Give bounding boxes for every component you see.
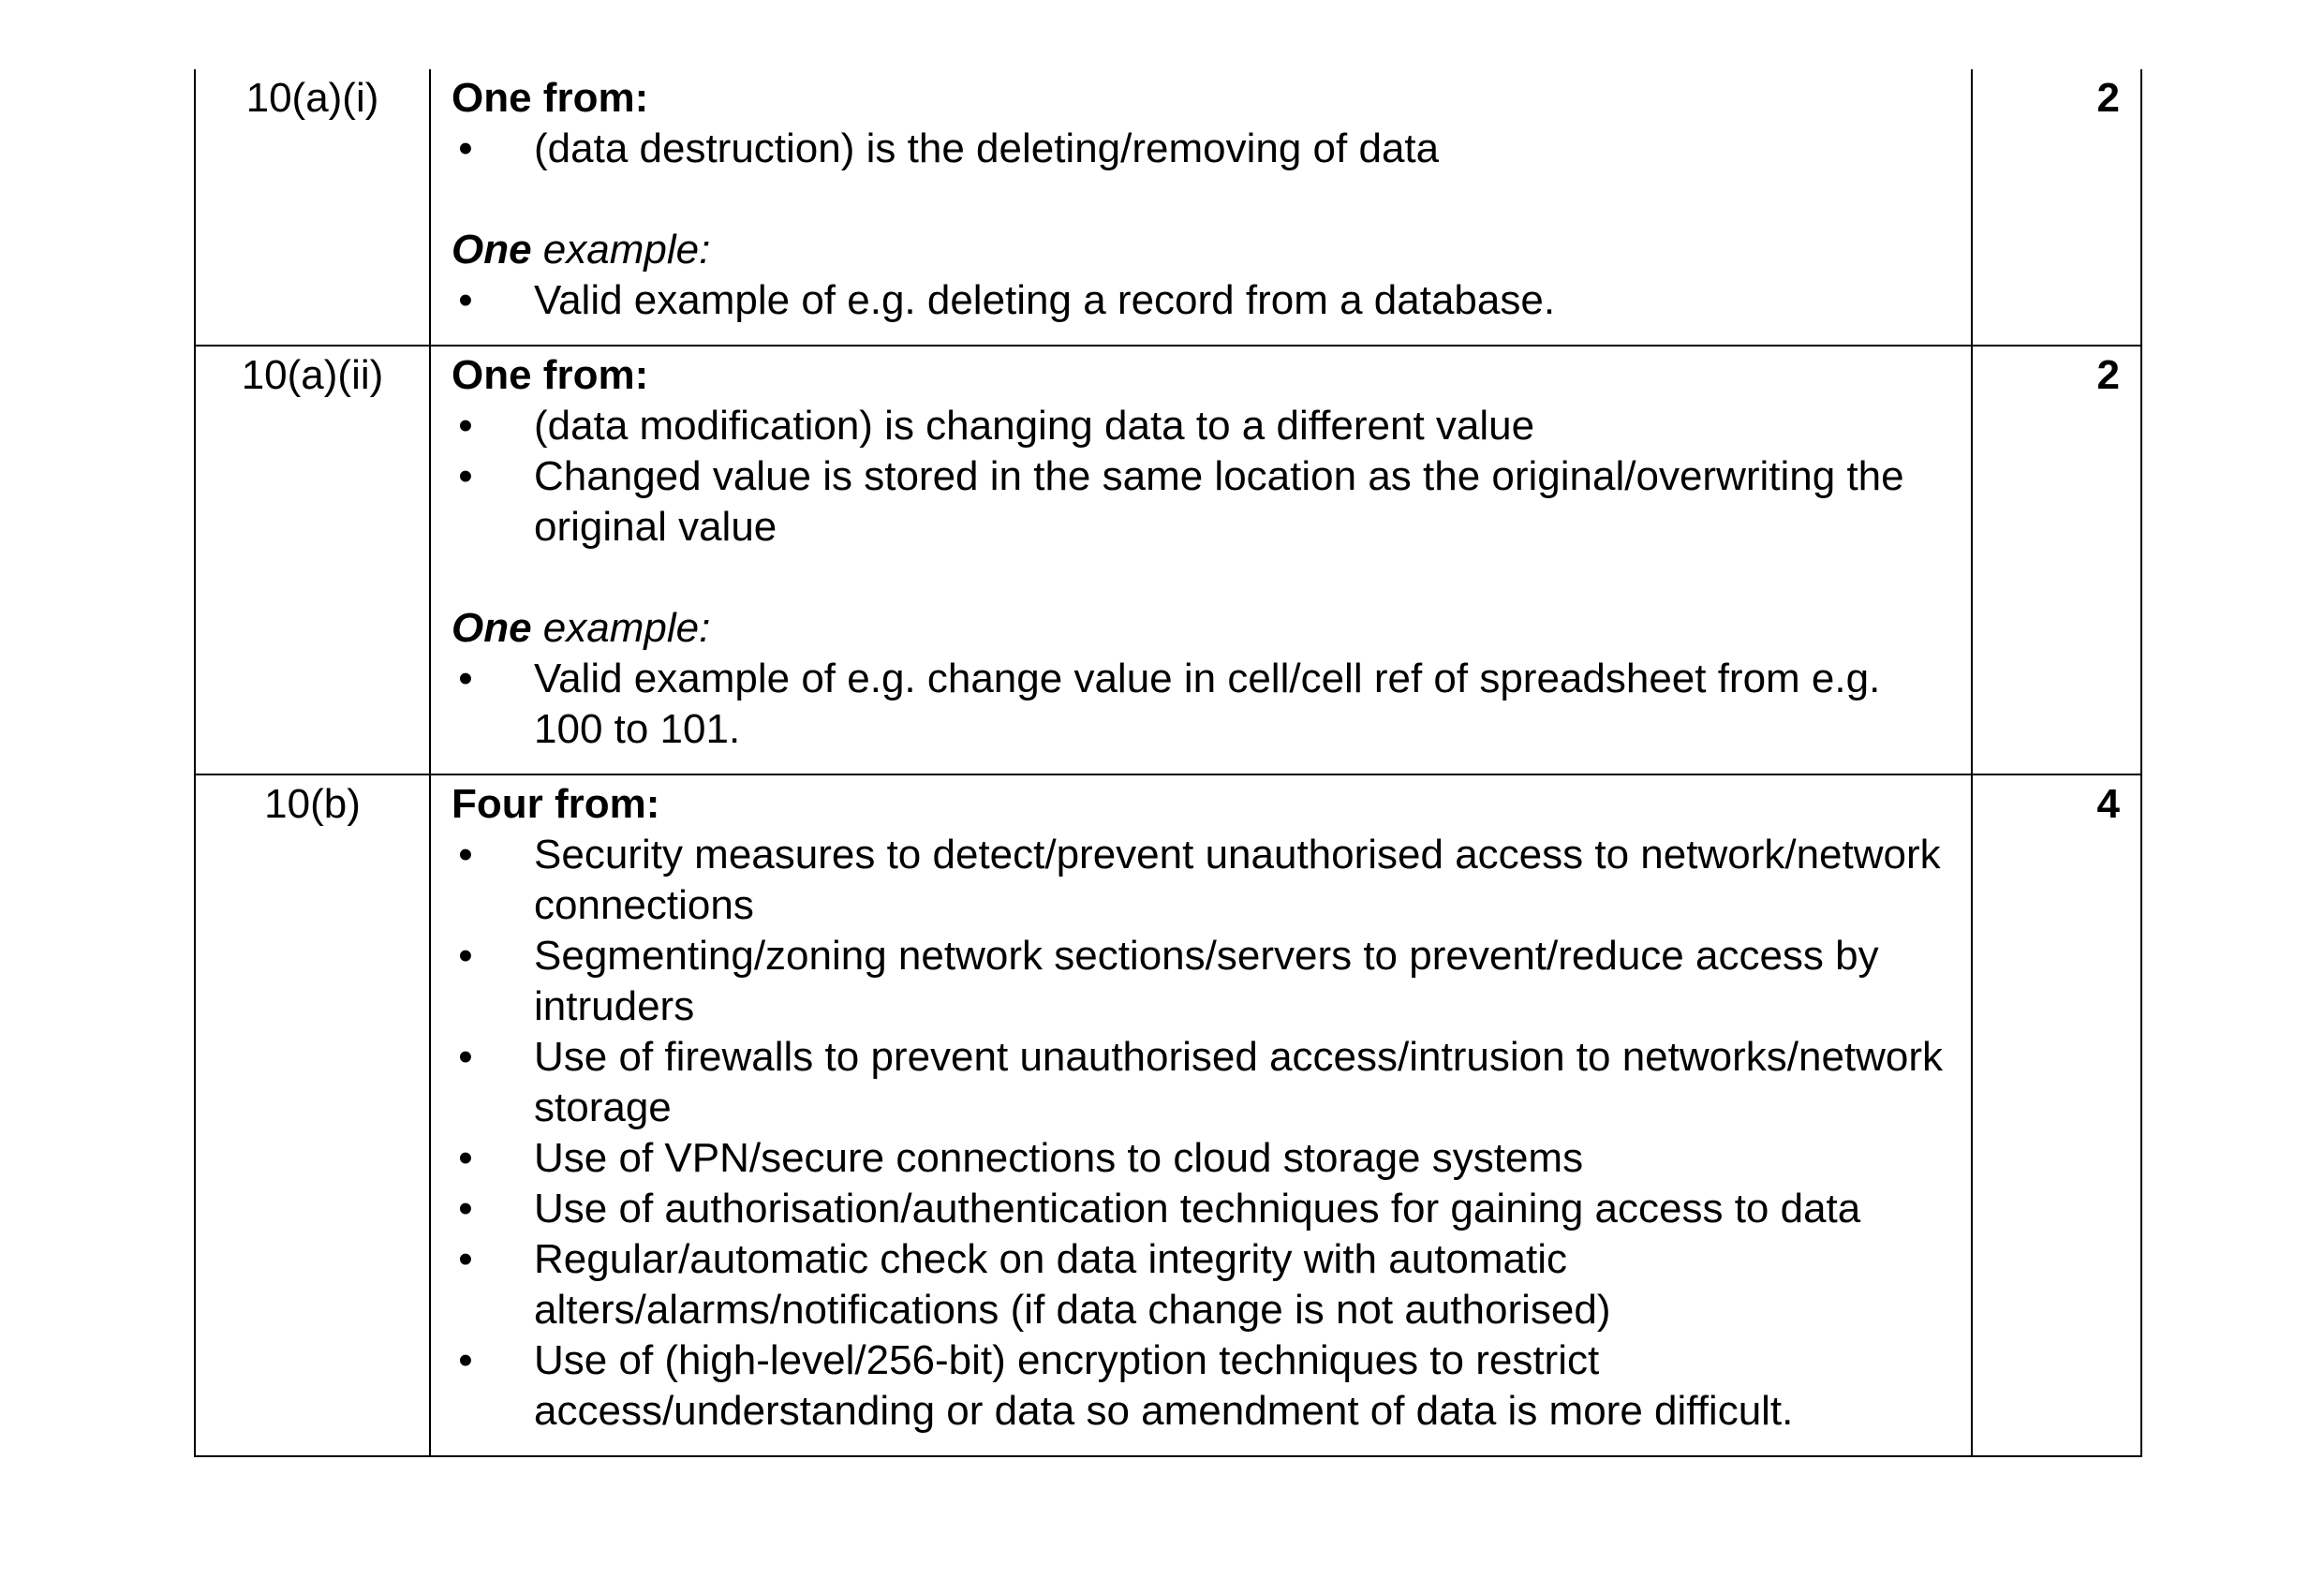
table-row — [195, 346, 2141, 774]
list-item-text: Use of authorisation/authentication techniques for gaining access to data — [534, 1186, 1861, 1231]
question-number: 10(a)(ii) — [195, 346, 430, 774]
list-item — [451, 451, 1952, 553]
bullet-icon: • — [458, 1034, 473, 1080]
bullet-icon: • — [458, 1236, 473, 1282]
answer-list — [451, 830, 1952, 1437]
list-item-text: Valid example of e.g. change value in cell/cell ref of spreadsheet from e.g. 100 to 101. — [534, 656, 1881, 752]
example-heading — [451, 225, 1952, 275]
marks: 2 — [1972, 69, 2141, 346]
bullet-icon: • — [458, 277, 473, 323]
list-item — [451, 275, 1952, 326]
example-list — [451, 275, 1952, 326]
example-heading-bold: One — [451, 227, 532, 273]
answer-cell — [430, 774, 1972, 1456]
list-item-text: (data modification) is changing data to a different value — [534, 403, 1535, 449]
list-item — [451, 1184, 1952, 1234]
answer-list — [451, 401, 1952, 553]
marks: 2 — [1972, 346, 2141, 774]
answer-list — [451, 124, 1952, 174]
list-item — [451, 830, 1952, 931]
list-item-text: Use of (high-level/256-bit) encryption techniques to restrict access/understanding or data so amendment of data is more difficult. — [534, 1337, 1794, 1434]
list-item-text: Segmenting/zoning network sections/servers to prevent/reduce access by intruders — [534, 933, 1879, 1029]
list-item — [451, 1133, 1952, 1184]
example-heading — [451, 603, 1952, 654]
bullet-icon: • — [458, 453, 473, 499]
mark-scheme-table — [194, 69, 2142, 1457]
bullet-icon: • — [458, 656, 473, 701]
list-item — [451, 1335, 1952, 1437]
table-row — [195, 69, 2141, 346]
list-item — [451, 654, 1952, 755]
list-item-text: Valid example of e.g. deleting a record from a database. — [534, 277, 1556, 323]
bullet-icon: • — [458, 1135, 473, 1181]
bullet-icon: • — [458, 403, 473, 449]
list-item — [451, 931, 1952, 1032]
list-item-text: Changed value is stored in the same location as the original/overwriting the original value — [534, 453, 1904, 550]
answer-heading: Four from: — [451, 781, 660, 827]
answer-heading: One from: — [451, 75, 649, 121]
bullet-icon: • — [458, 933, 473, 979]
example-heading-rest: example: — [531, 227, 711, 273]
answer-cell — [430, 346, 1972, 774]
answer-cell — [430, 69, 1972, 346]
bullet-icon: • — [458, 832, 473, 877]
question-number: 10(b) — [195, 774, 430, 1456]
bullet-icon: • — [458, 1186, 473, 1231]
answer-heading: One from: — [451, 352, 649, 398]
table-row — [195, 774, 2141, 1456]
list-item — [451, 124, 1952, 174]
marks: 4 — [1972, 774, 2141, 1456]
list-item-text: (data destruction) is the deleting/removing of data — [534, 125, 1440, 171]
list-item-text: Use of VPN/secure connections to cloud storage systems — [534, 1135, 1584, 1181]
list-item — [451, 1032, 1952, 1133]
example-heading-bold: One — [451, 605, 532, 651]
bullet-icon: • — [458, 1337, 473, 1383]
example-heading-rest: example: — [531, 605, 711, 651]
list-item-text: Use of firewalls to prevent unauthorised access/intrusion to networks/network storage — [534, 1034, 1944, 1130]
example-list — [451, 654, 1952, 755]
list-item — [451, 1234, 1952, 1335]
question-number: 10(a)(i) — [195, 69, 430, 346]
list-item — [451, 401, 1952, 451]
list-item-text: Regular/automatic check on data integrity with automatic alters/alarms/notifications (if data change is not authorised) — [534, 1236, 1611, 1333]
bullet-icon: • — [458, 125, 473, 171]
list-item-text: Security measures to detect/prevent unauthorised access to network/network connections — [534, 832, 1941, 928]
